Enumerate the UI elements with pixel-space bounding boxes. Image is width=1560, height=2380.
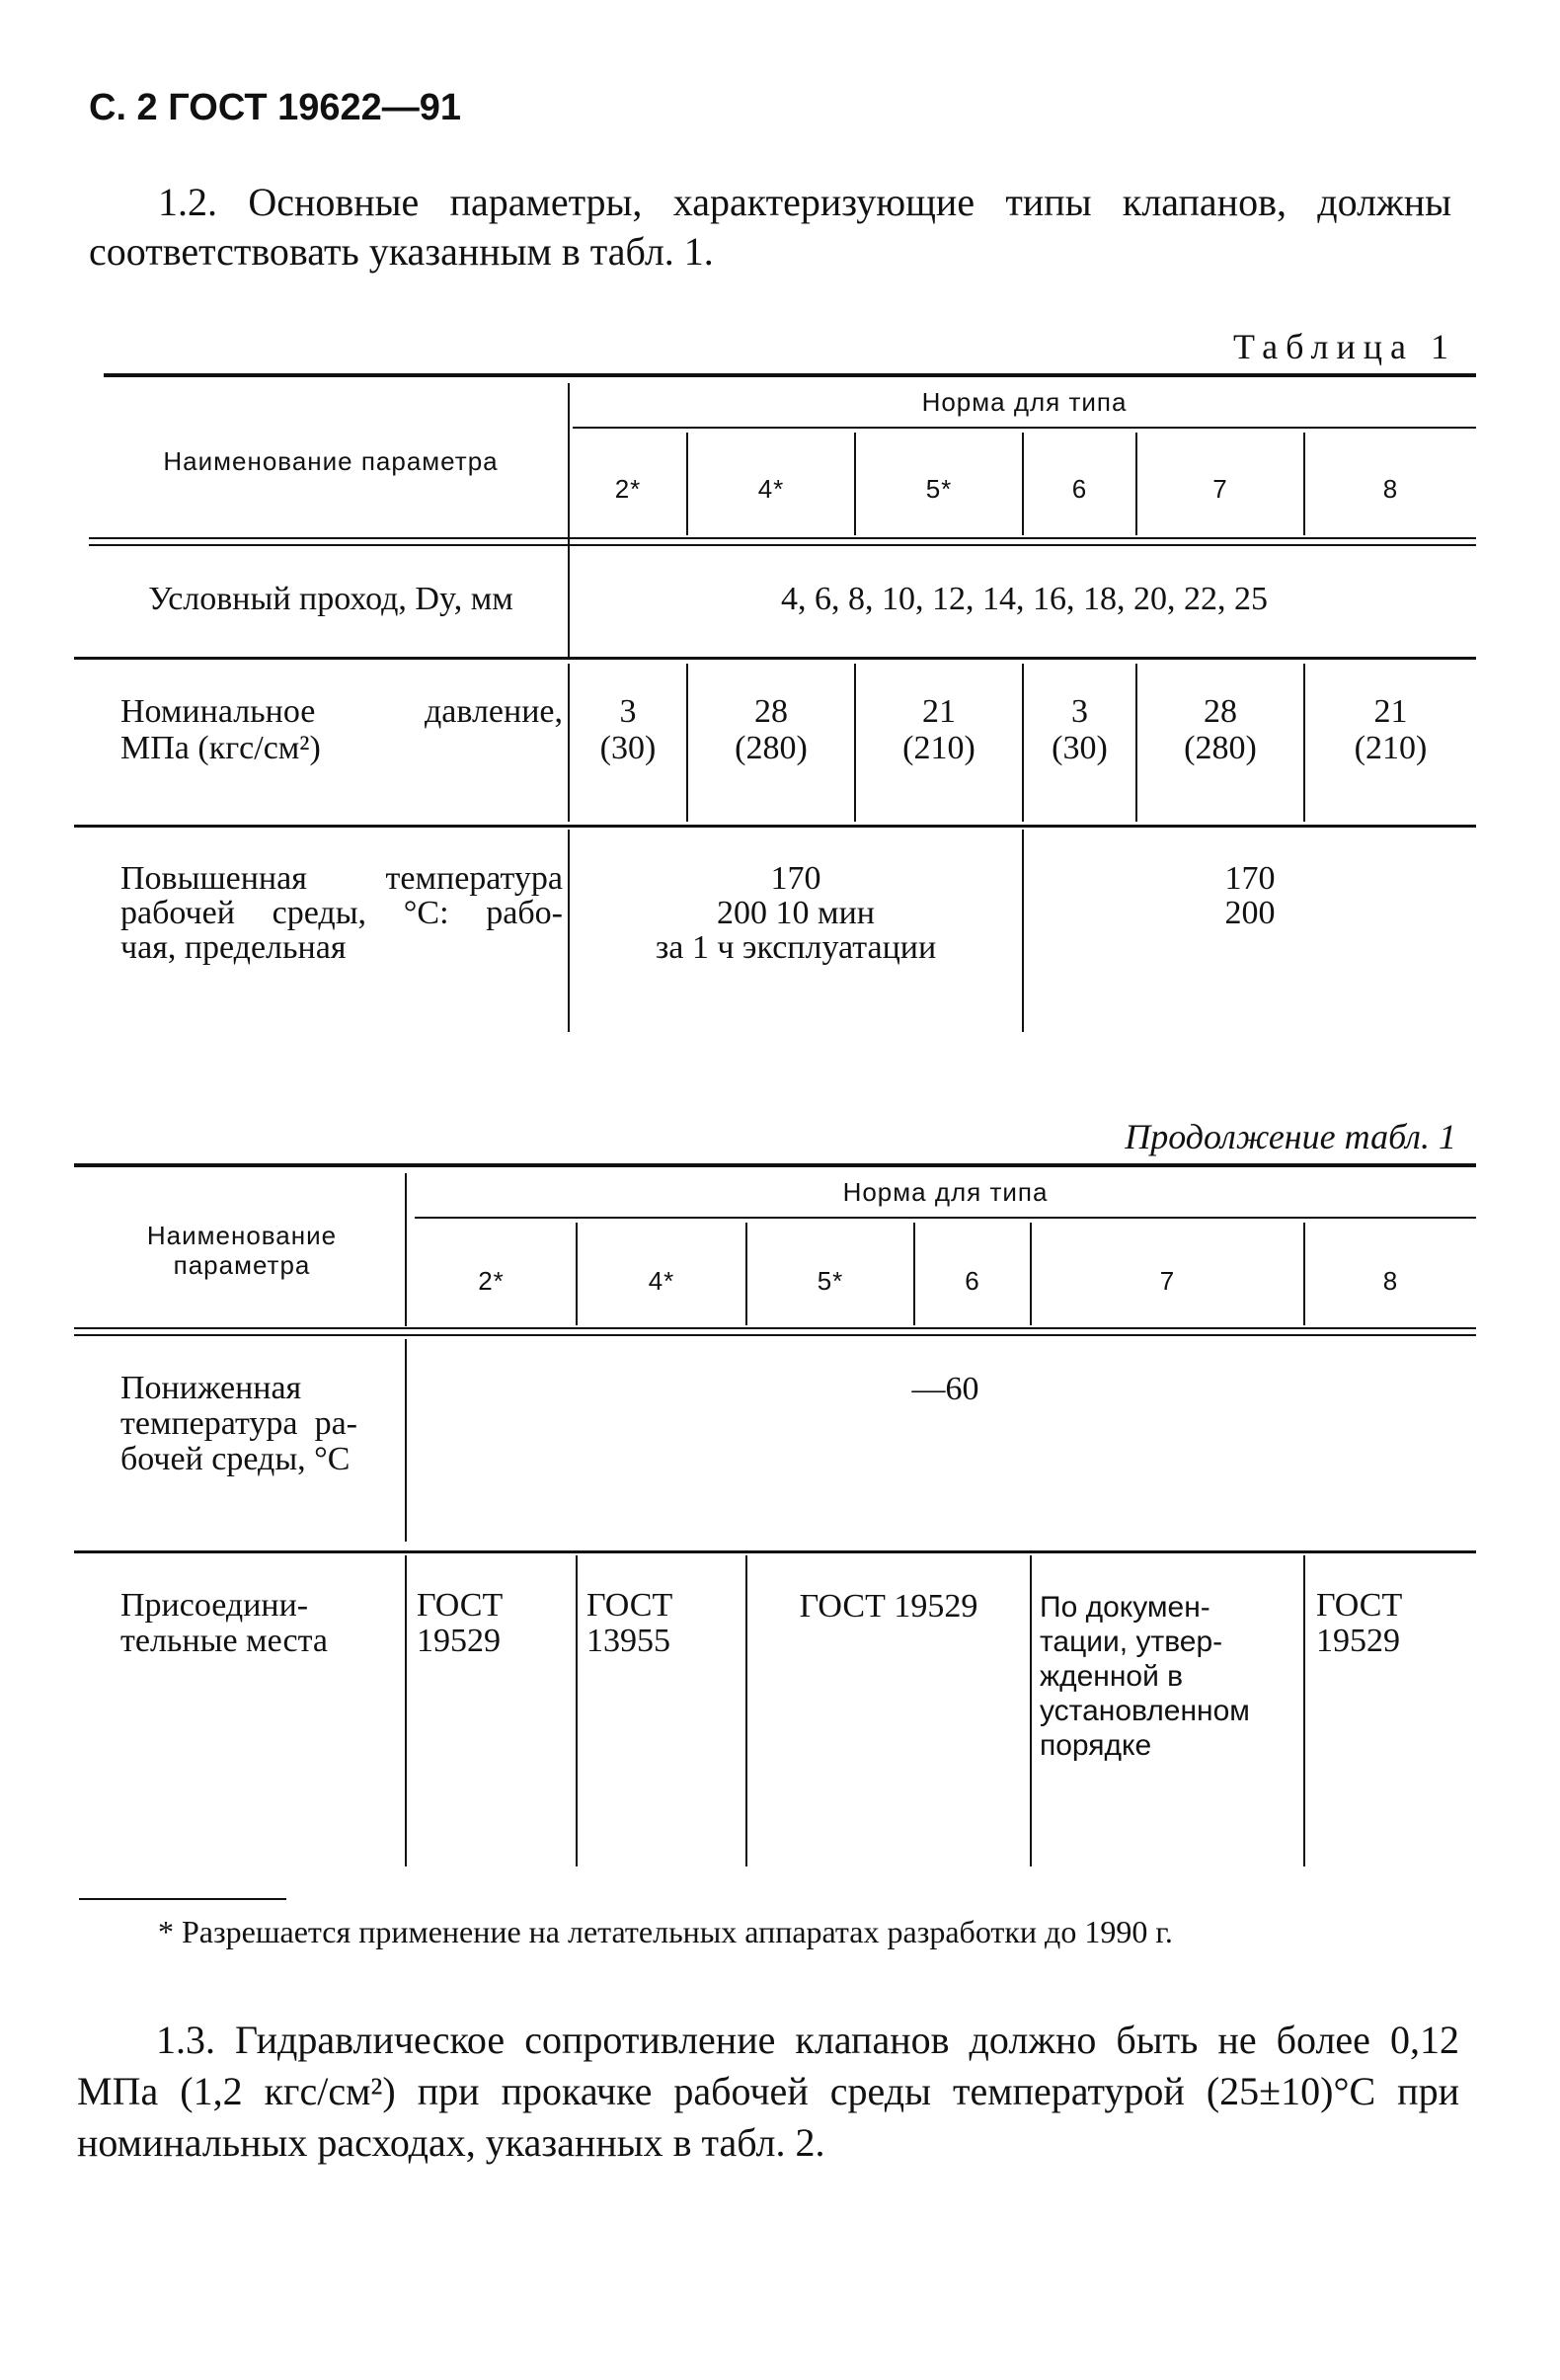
pressure-type-4: 28 (280): [735, 693, 808, 766]
connection-types-5-6: ГОСТ 19529: [799, 1588, 978, 1625]
table1-caption: Таблица 1: [1233, 327, 1456, 366]
table1-param-header: Наименование параметра: [163, 446, 499, 476]
paragraph-1-2: 1.2. Основные параметры, характеризующие типы клапанов, должны соответствовать указанным в табл. 1.: [89, 180, 1451, 274]
connection-type-4: ГОСТ 13955: [586, 1587, 673, 1659]
row-nominal-bore-label: Условный проход, Dy, мм: [148, 581, 513, 617]
pressure-type-2: 3 (30): [599, 693, 657, 766]
temp-high-types-2-5: 170 200 10 мин за 1 ч эксплуатации: [655, 860, 937, 966]
cont-type-2: 2*: [478, 1266, 505, 1296]
paragraph-1-3: 1.3. Гидравлическое сопротивление клапанов должно быть не более 0,12 МПа (1,2 кгс/см²) при прокачке рабочей среды температурой (25±10)°С при номинальных расходах, указанных в табл. 2.: [77, 2018, 1459, 2165]
row-pressure-label: Номинальное давление, МПа (кгс/см²): [120, 693, 563, 766]
cont-type-7: 7: [1159, 1266, 1176, 1296]
connection-type-7: По докумен- тации, утвер- жденной в установленном порядке: [1040, 1591, 1250, 1762]
cont-type-5: 5*: [817, 1266, 844, 1296]
temp-low-value: —60: [911, 1371, 979, 1407]
row-nominal-bore-value: 4, 6, 8, 10, 12, 14, 16, 18, 20, 22, 25: [781, 581, 1268, 617]
footnote: * Разрешается применение на летательных аппаратах разработки до 1990 г.: [158, 1914, 1173, 1949]
pressure-type-7: 28 (280): [1184, 693, 1257, 766]
table1-cont-caption: Продолжение табл. 1: [1125, 1117, 1456, 1156]
page-header: С. 2 ГОСТ 19622—91: [89, 87, 462, 128]
cont-norm-header: Норма для типа: [842, 1177, 1049, 1207]
table1-norm-header: Норма для типа: [921, 387, 1128, 417]
table1-type-8: 8: [1382, 474, 1399, 504]
cont-type-4: 4*: [648, 1266, 675, 1296]
connection-type-2: ГОСТ 19529: [417, 1587, 504, 1659]
pressure-type-8: 21 (210): [1354, 693, 1428, 766]
table1-type-2: 2*: [614, 474, 642, 504]
pressure-type-5: 21 (210): [902, 693, 975, 766]
cont-type-8: 8: [1382, 1266, 1399, 1296]
cont-type-6: 6: [965, 1266, 980, 1296]
table1-type-7: 7: [1212, 474, 1228, 504]
table1-type-4: 4*: [757, 474, 785, 504]
cont-param-header: Наименование параметра: [146, 1221, 338, 1280]
temp-high-types-6-8: 170 200: [1224, 860, 1276, 931]
row-temp-high-label: Повышенная температура рабочей среды, °С: рабо- чая, предельная: [120, 860, 563, 966]
footnote-rule: [79, 1898, 286, 1900]
table1-type-6: 6: [1071, 474, 1088, 504]
row-connection-label: Присоедини- тельные места: [120, 1587, 328, 1659]
connection-type-8: ГОСТ 19529: [1316, 1587, 1403, 1659]
row-temp-low-label: Пониженная температура ра- бочей среды, °С: [120, 1370, 357, 1477]
pressure-type-6: 3 (30): [1052, 693, 1108, 766]
table1-type-5: 5*: [925, 474, 953, 504]
